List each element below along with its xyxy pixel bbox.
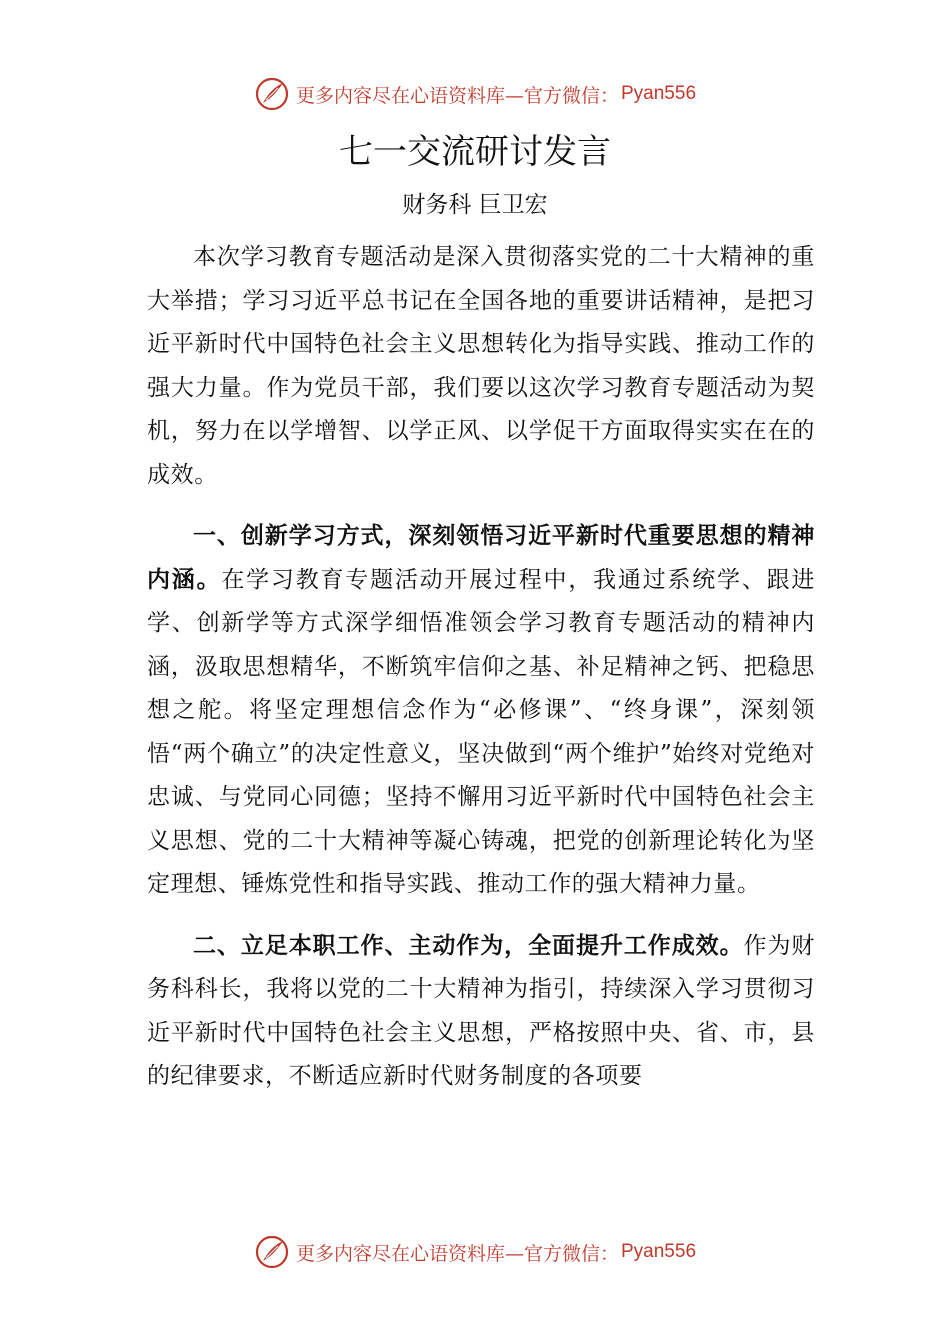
banner-text: 更多内容尽在心语资料库—官方微信： [295,1242,619,1265]
header-banner [0,72,950,116]
feather-quill-logo-icon [254,76,290,112]
document-title: 七一交流研讨发言 [339,132,611,172]
paragraph-text: 在学习教育专题活动开展过程中，我通过系统学、跟进学、创新学等方式深学细悟准领会学习教育专题活动的精神内涵，汲取思想精华，不断筑牢信仰之基、补足精神之钙、把稳思想之舵。将坚定理想信念作为“必修课”、“终身课”，深刻领悟“两个确立”的决定性意义，坚决做到“两个维护”始终对党绝对忠诚、与党同心同德；坚持不懈用习近平新时代中国特色社会主义思想、党的二十大精神等凝心铸魂，把党的创新理论转化为坚定理想、锤炼党性和指导实践、推动工作的强大精神力量。 [147,566,815,897]
banner-wechat-id: Pyan556 [621,83,697,104]
document-author: 财务科 巨卫宏 [402,192,548,218]
feather-quill-logo-icon [254,1234,290,1270]
paragraph-text: 本次学习教育专题活动是深入贯彻落实党的二十大精神的重大举措；学习习近平总书记在全国各地的重要讲话精神，是把习近平新时代中国特色社会主义思想转化为指导实践、推动工作的强大力量。作为党员干部，我们要以这次学习教育专题活动为契机，努力在以学增智、以学正风、以学促干方面取得实实在在的成效。 [147,244,815,488]
banner-text: 更多内容尽在心语资料库—官方微信： [295,84,619,107]
paragraph-section-2 [147,925,815,1099]
banner-wechat-id: Pyan556 [621,1241,697,1262]
footer-banner [0,1230,950,1274]
document-body [147,236,815,1110]
section-heading: 二、立足本职工作、主动作为，全面提升工作成效。 [193,932,744,959]
paragraph-intro [147,236,815,497]
section-heading: 一、创新学习方式，深刻领悟习近平新时代重要思想的精神内涵。 [147,523,815,593]
paragraph-section-1 [147,515,815,907]
paragraph-text: 作为财务科科长，我将以党的二十大精神为指引，持续深入学习贯彻习近平新时代中国特色社会主义思想，严格按照中央、省、市，县的纪律要求，不断适应新时代财务制度的各项要 [147,932,815,1089]
